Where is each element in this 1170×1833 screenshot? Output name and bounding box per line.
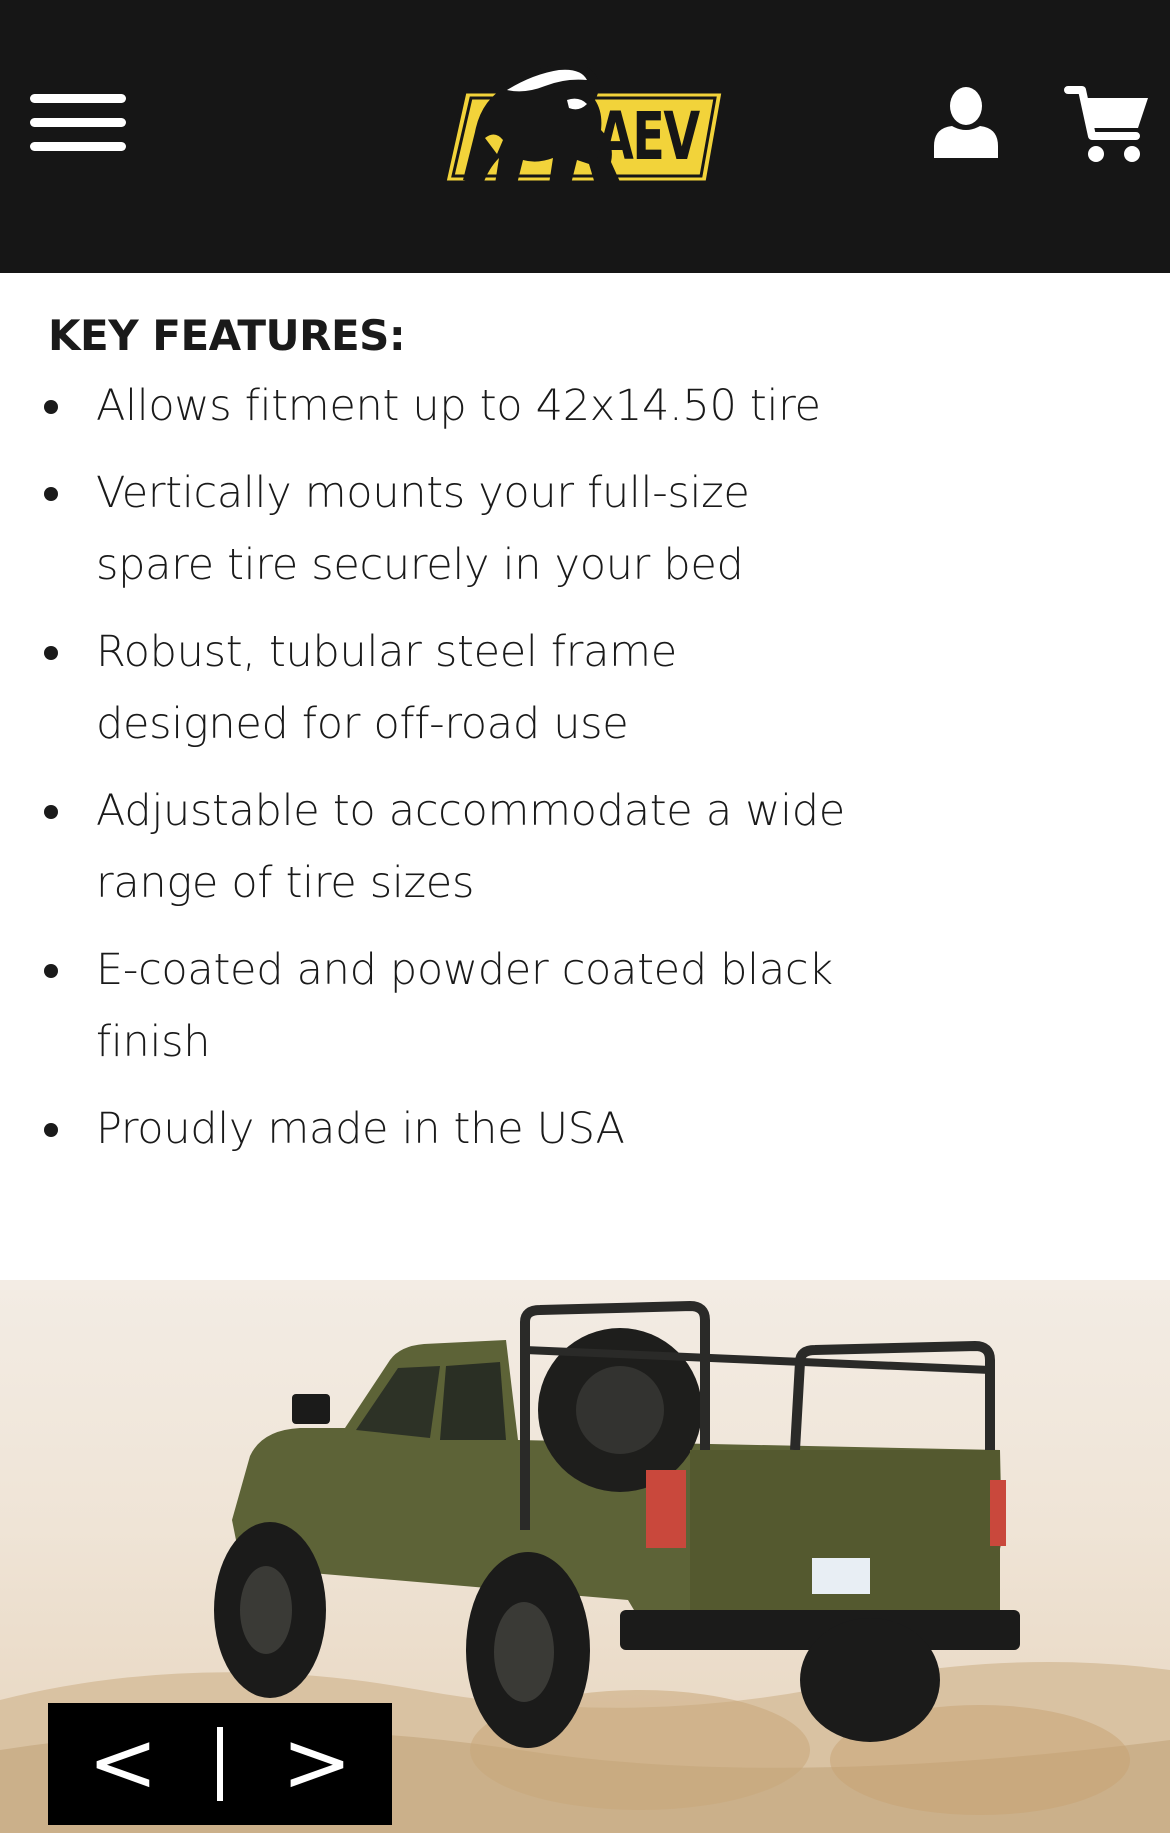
slider-nav (48, 1703, 392, 1825)
account-button[interactable] (930, 86, 1002, 160)
slider-prev-button[interactable]: < (87, 1713, 159, 1811)
slider-next-button[interactable]: > (281, 1713, 353, 1811)
logo-wordmark: AEV (597, 98, 699, 175)
feature-item: Proudly made in the USA (96, 1093, 896, 1165)
hamburger-menu-icon (30, 94, 126, 103)
site-header (0, 0, 1170, 273)
feature-item: E-coated and powder coated black finish (96, 934, 896, 1078)
user-icon (930, 86, 1002, 160)
hamburger-menu-button[interactable] (30, 94, 126, 154)
shopping-cart-icon (1064, 84, 1150, 166)
key-features-section (0, 273, 1170, 1280)
feature-item: Allows fitment up to 42x14.50 tire (96, 370, 896, 442)
cart-button[interactable] (1064, 84, 1150, 166)
slider-nav-divider (217, 1727, 223, 1801)
feature-item: Adjustable to accommodate a wide range of tire sizes (96, 775, 896, 919)
aev-logo[interactable] (445, 60, 727, 190)
feature-item: Robust, tubular steel frame designed for off-road use (96, 616, 736, 760)
key-features-title: KEY FEATURES: (48, 311, 406, 360)
feature-item: Vertically mounts your full-size spare tire securely in your bed (96, 457, 836, 601)
